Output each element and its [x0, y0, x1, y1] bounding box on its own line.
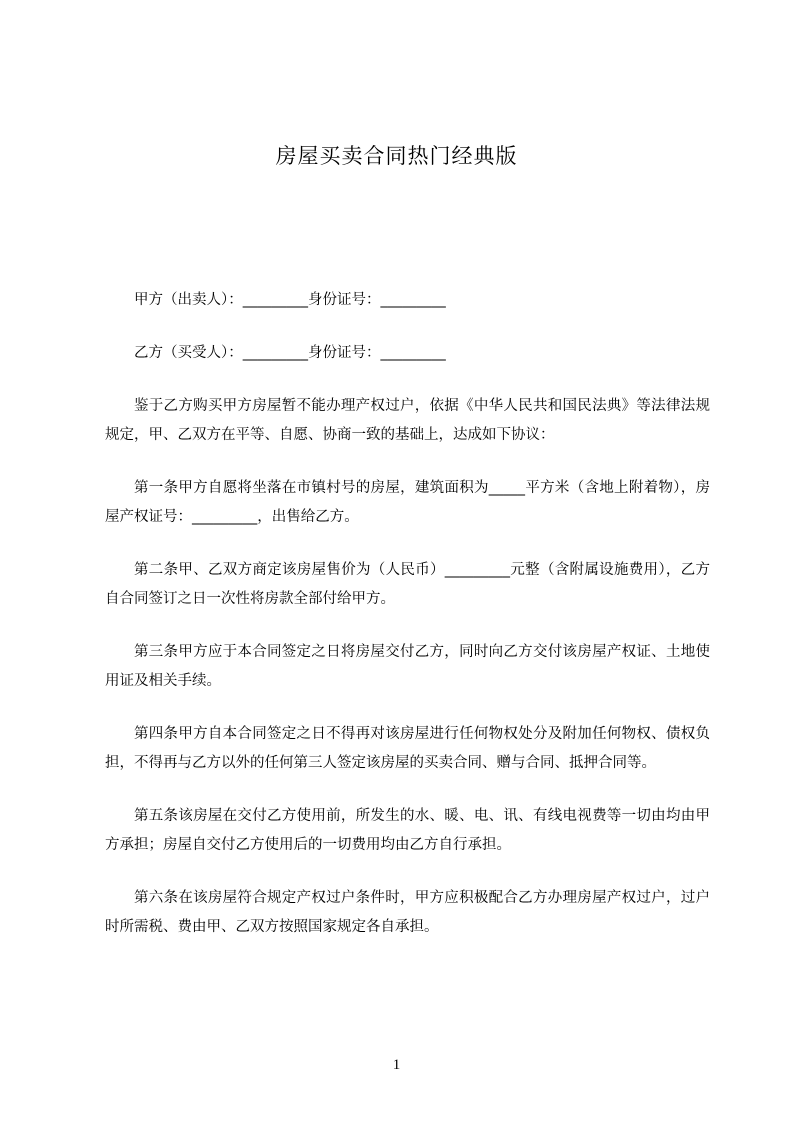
document-body	[105, 286, 710, 966]
article-3: 第三条甲方应于本合同签定之日将房屋交付乙方，同时向乙方交付该房屋产权证、土地使用证及相关手续。	[105, 644, 710, 689]
party-a-line: 甲方（出卖人）：_________身份证号：_________	[134, 292, 446, 308]
article-4: 第四条甲方自本合同签定之日不得再对该房屋进行任何物权处分及附加任何物权、债权负担，不得再与乙方以外的任何第三人签定该房屋的买卖合同、赠与合同、抵押合同等。	[105, 726, 710, 771]
preamble-paragraph: 鉴于乙方购买甲方房屋暂不能办理产权过户，依据《中华人民共和国民法典》等法律法规规定，甲、乙双方在平等、自愿、协商一致的基础上，达成如下协议：	[105, 398, 710, 443]
article-6: 第六条在该房屋符合规定产权过户条件时，甲方应积极配合乙方办理房屋产权过户，过户时所需税、费由甲、乙双方按照国家规定各自承担。	[105, 890, 710, 935]
article-5: 第五条该房屋在交付乙方使用前，所发生的水、暖、电、讯、有线电视费等一切由均由甲方承担；房屋自交付乙方使用后的一切费用均由乙方自行承担。	[105, 808, 710, 853]
party-b-line: 乙方（买受人）：_________身份证号：_________	[134, 345, 446, 361]
page-number: 1	[392, 1057, 401, 1073]
document-title: 房屋买卖合同热门经典版	[275, 144, 518, 168]
article-2: 第二条甲、乙双方商定该房屋售价为（人民币）_________元整（含附属设施费用），乙方自合同签订之日一次性将房款全部付给甲方。	[105, 562, 710, 607]
article-1: 第一条甲方自愿将坐落在市镇村号的房屋，建筑面积为_____平方米（含地上附着物），房屋产权证号：_________，出售给乙方。	[105, 480, 710, 525]
